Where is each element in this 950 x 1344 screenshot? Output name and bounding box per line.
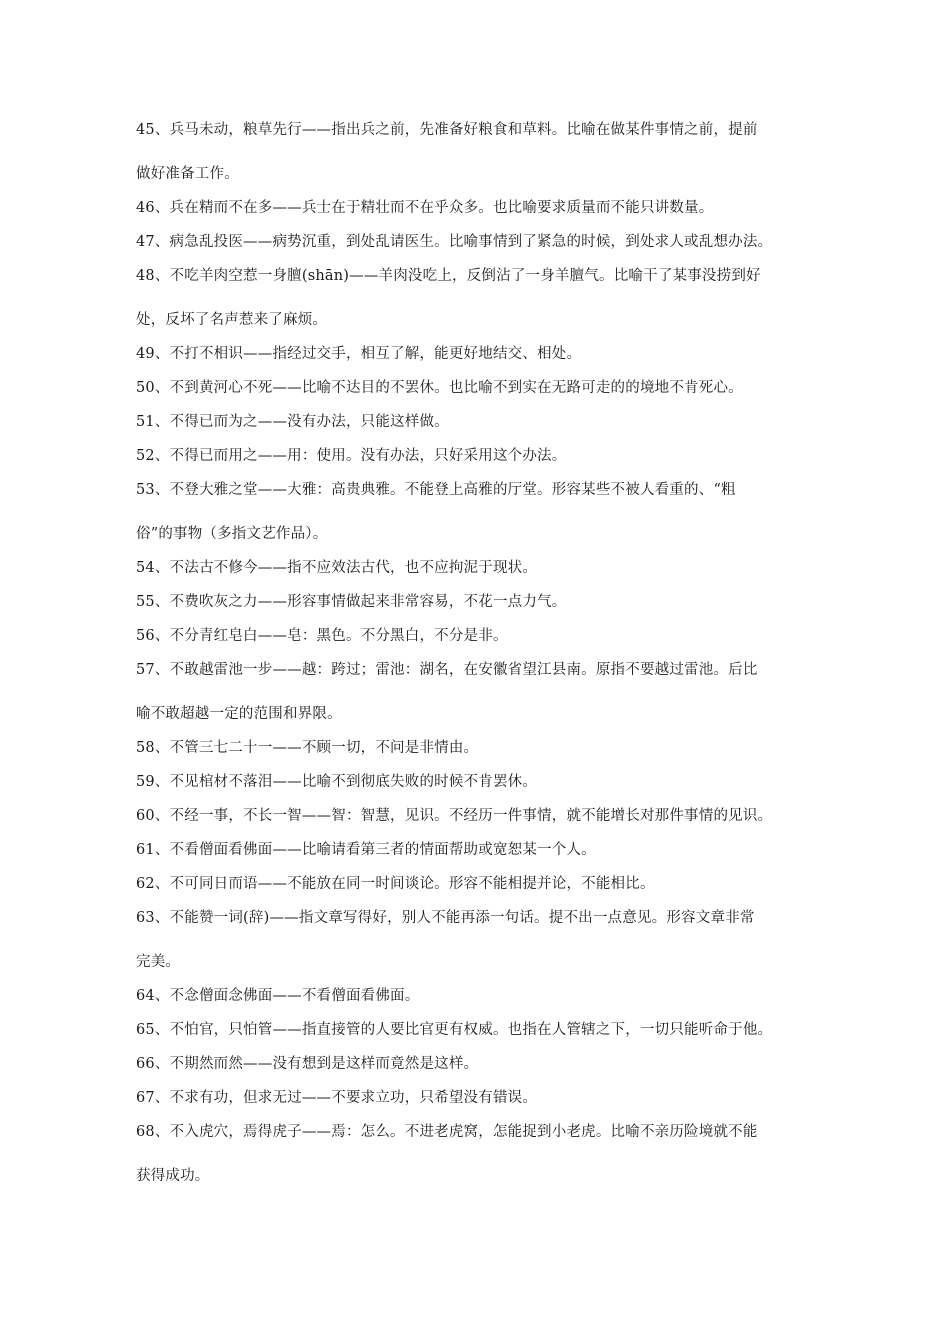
entry-51 xyxy=(136,412,816,433)
entry-line: 完美。 xyxy=(136,954,181,970)
entry-58 xyxy=(136,738,816,759)
entry-59 xyxy=(136,772,816,793)
entry-56 xyxy=(136,626,816,647)
entry-46 xyxy=(136,198,816,219)
entry-line: 47、病急乱投医——病势沉重，到处乱请医生。比喻事情到了紧急的时候，到处求人或乱想办法。 xyxy=(136,234,773,250)
entry-line: 48、不吃羊肉空惹一身膻(shān)——羊肉没吃上，反倒沾了一身羊膻气。比喻干了某事没捞到好 xyxy=(136,268,761,284)
entry-line: 67、不求有功，但求无过——不要求立功，只希望没有错误。 xyxy=(136,1090,538,1106)
entry-line: 63、不能赞一词(辞)——指文章写得好，别人不能再添一句话。提不出一点意见。形容文章非常 xyxy=(136,910,755,926)
entry-49 xyxy=(136,344,816,365)
entry-line: 53、不登大雅之堂——大雅：高贵典雅。不能登上高雅的厅堂。形容某些不被人看重的、“粗 xyxy=(136,482,736,498)
entry-60 xyxy=(136,806,816,827)
entry-line: 68、不入虎穴，焉得虎子——焉：怎么。不进老虎窝，怎能捉到小老虎。比喻不亲历险境就不能 xyxy=(136,1124,758,1140)
entry-line: 52、不得已而用之——用：使用。没有办法，只好采用这个办法。 xyxy=(136,448,567,464)
entry-line: 66、不期然而然——没有想到是这样而竟然是这样。 xyxy=(136,1056,479,1072)
entry-line: 56、不分青红皂白——皂：黑色。不分黑白，不分是非。 xyxy=(136,628,508,644)
entry-67 xyxy=(136,1088,816,1109)
entry-54 xyxy=(136,558,816,579)
entry-line: 59、不见棺材不落泪——比喻不到彻底失败的时候不肯罢休。 xyxy=(136,774,538,790)
entry-57 xyxy=(136,660,816,725)
entry-63 xyxy=(136,908,816,973)
entry-line: 处，反坏了名声惹来了麻烦。 xyxy=(136,312,328,328)
entry-line: 54、不法古不修今——指不应效法古代，也不应拘泥于现状。 xyxy=(136,560,538,576)
entry-line: 65、不怕官，只怕管——指直接管的人要比官更有权威。也指在人管辖之下，一切只能听命于他。 xyxy=(136,1022,773,1038)
entry-line: 46、兵在精而不在多——兵士在于精壮而不在乎众多。也比喻要求质量而不能只讲数量。 xyxy=(136,200,714,216)
entry-line: 64、不念僧面念佛面——不看僧面看佛面。 xyxy=(136,988,420,1004)
document-body xyxy=(136,120,816,1187)
entry-line: 获得成功。 xyxy=(136,1168,210,1184)
entry-line: 61、不看僧面看佛面——比喻请看第三者的情面帮助或宽恕某一个人。 xyxy=(136,842,596,858)
entry-line: 49、不打不相识——指经过交手，相互了解，能更好地结交、相处。 xyxy=(136,346,582,362)
entry-65 xyxy=(136,1020,816,1041)
entry-52 xyxy=(136,446,816,467)
entry-53 xyxy=(136,480,816,545)
entry-48 xyxy=(136,266,816,331)
entry-line: 58、不管三七二十一——不顾一切，不问是非情由。 xyxy=(136,740,479,756)
entry-61 xyxy=(136,840,816,861)
entry-line: 俗”的事物（多指文艺作品）。 xyxy=(136,526,328,542)
entry-66 xyxy=(136,1054,816,1075)
entry-50 xyxy=(136,378,816,399)
entry-line: 45、兵马未动，粮草先行——指出兵之前，先准备好粮食和草料。比喻在做某件事情之前，提前 xyxy=(136,122,758,138)
entry-line: 51、不得已而为之——没有办法，只能这样做。 xyxy=(136,414,449,430)
entry-62 xyxy=(136,874,816,895)
entry-line: 做好准备工作。 xyxy=(136,166,239,182)
entry-68 xyxy=(136,1122,816,1187)
entry-line: 55、不费吹灰之力——形容事情做起来非常容易，不花一点力气。 xyxy=(136,594,567,610)
entry-line: 60、不经一事，不长一智——智：智慧，见识。不经历一件事情，就不能增长对那件事情的见识。 xyxy=(136,808,773,824)
entry-line: 57、不敢越雷池一步——越：跨过；雷池：湖名，在安徽省望江县南。原指不要越过雷池。后比 xyxy=(136,662,758,678)
entry-line: 喻不敢超越一定的范围和界限。 xyxy=(136,706,342,722)
entry-47 xyxy=(136,232,816,253)
entry-45 xyxy=(136,120,816,185)
entry-line: 50、不到黄河心不死——比喻不达目的不罢休。也比喻不到实在无路可走的的境地不肯死心。 xyxy=(136,380,743,396)
entry-64 xyxy=(136,986,816,1007)
entry-55 xyxy=(136,592,816,613)
entry-line: 62、不可同日而语——不能放在同一时间谈论。形容不能相提并论，不能相比。 xyxy=(136,876,655,892)
